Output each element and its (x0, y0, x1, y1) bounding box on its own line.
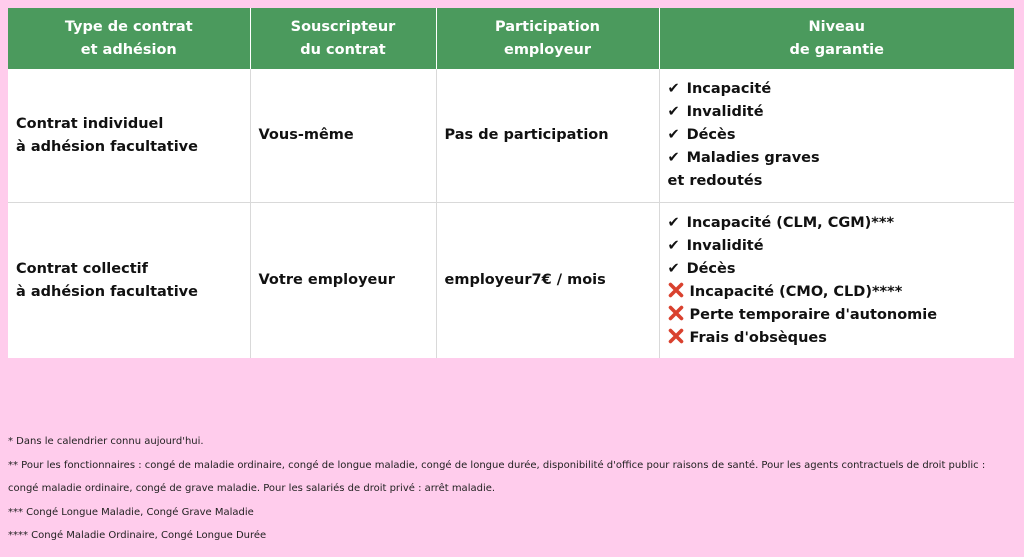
guarantee-label: Décès (686, 127, 736, 143)
guarantee-item (668, 212, 1007, 235)
guarantee-item (668, 170, 1007, 193)
guarantee-item (668, 327, 1007, 350)
guarantee-item (668, 235, 1007, 258)
footnote-1: * Dans le calendrier connu aujourd'hui. (8, 436, 204, 447)
guarantee-label: Frais d'obsèques (689, 329, 827, 346)
guarantee-label: Incapacité (CMO, CLD)**** (689, 283, 903, 300)
guarantee-label: Perte temporaire d'autonomie (689, 306, 938, 323)
guarantee-item (668, 304, 1007, 327)
header-type-contrat: Type de contrat et adhésion (8, 8, 250, 69)
guarantee-list (668, 78, 1007, 193)
table-header-row (8, 8, 1014, 69)
cell-garanties (659, 203, 1014, 359)
header-souscripteur: Souscripteur du contrat (250, 8, 436, 69)
header-participation: Participation employeur (436, 8, 659, 69)
footnote-4: **** Congé Maladie Ordinaire, Congé Longue Durée (8, 530, 267, 541)
table-row (8, 69, 1014, 203)
guarantee-label: Maladies graves (686, 150, 820, 166)
check-icon: ✔ (667, 127, 680, 143)
cross-icon (668, 282, 684, 298)
guarantee-item (668, 101, 1007, 124)
footnote-2: ** Pour les fonctionnaires : congé de maladie ordinaire, congé de longue maladie, congé de longue durée, disponibilité d'office pour raisons de santé. Pour les agents contractuels de droit public : (8, 459, 986, 471)
guarantee-label: Invalidité (686, 104, 764, 120)
guarantee-label: Incapacité (CLM, CGM)*** (686, 214, 895, 231)
guarantee-list (668, 212, 1007, 350)
guarantee-label: Incapacité (686, 81, 772, 97)
guarantee-item (668, 124, 1007, 147)
check-icon: ✔ (667, 260, 680, 277)
contract-table-container (8, 8, 1014, 358)
guarantee-item (668, 258, 1007, 281)
guarantee-label: Décès (686, 260, 736, 277)
cell-type-contrat: Contrat individuel à adhésion facultative (8, 69, 250, 203)
table-row (8, 203, 1014, 359)
cell-garanties (659, 69, 1014, 203)
contract-comparison-table (8, 8, 1014, 358)
cross-icon (668, 305, 684, 321)
check-icon: ✔ (667, 214, 680, 231)
check-icon: ✔ (667, 150, 680, 166)
check-icon: ✔ (667, 104, 680, 120)
cell-participation: employeur7€ / mois (436, 203, 659, 359)
footnotes (8, 430, 1008, 548)
header-niveau-garantie: Niveau de garantie (659, 8, 1014, 69)
cell-souscripteur: Vous-même (250, 69, 436, 203)
cell-type-contrat: Contrat collectif à adhésion facultative (8, 203, 250, 359)
footnote-2-continued: congé maladie ordinaire, congé de grave maladie. Pour les salariés de droit privé : arrêt maladie. (8, 483, 496, 494)
guarantee-label: Invalidité (686, 237, 764, 254)
cell-souscripteur: Votre employeur (250, 203, 436, 359)
guarantee-item (668, 281, 1007, 304)
guarantee-label: et redoutés (667, 173, 763, 189)
check-icon: ✔ (667, 81, 680, 97)
guarantee-item (668, 147, 1007, 170)
cross-icon (668, 328, 684, 344)
check-icon: ✔ (667, 237, 680, 254)
cell-participation: Pas de participation (436, 69, 659, 203)
footnote-3: *** Congé Longue Maladie, Congé Grave Maladie (8, 506, 254, 518)
guarantee-item (668, 78, 1007, 101)
